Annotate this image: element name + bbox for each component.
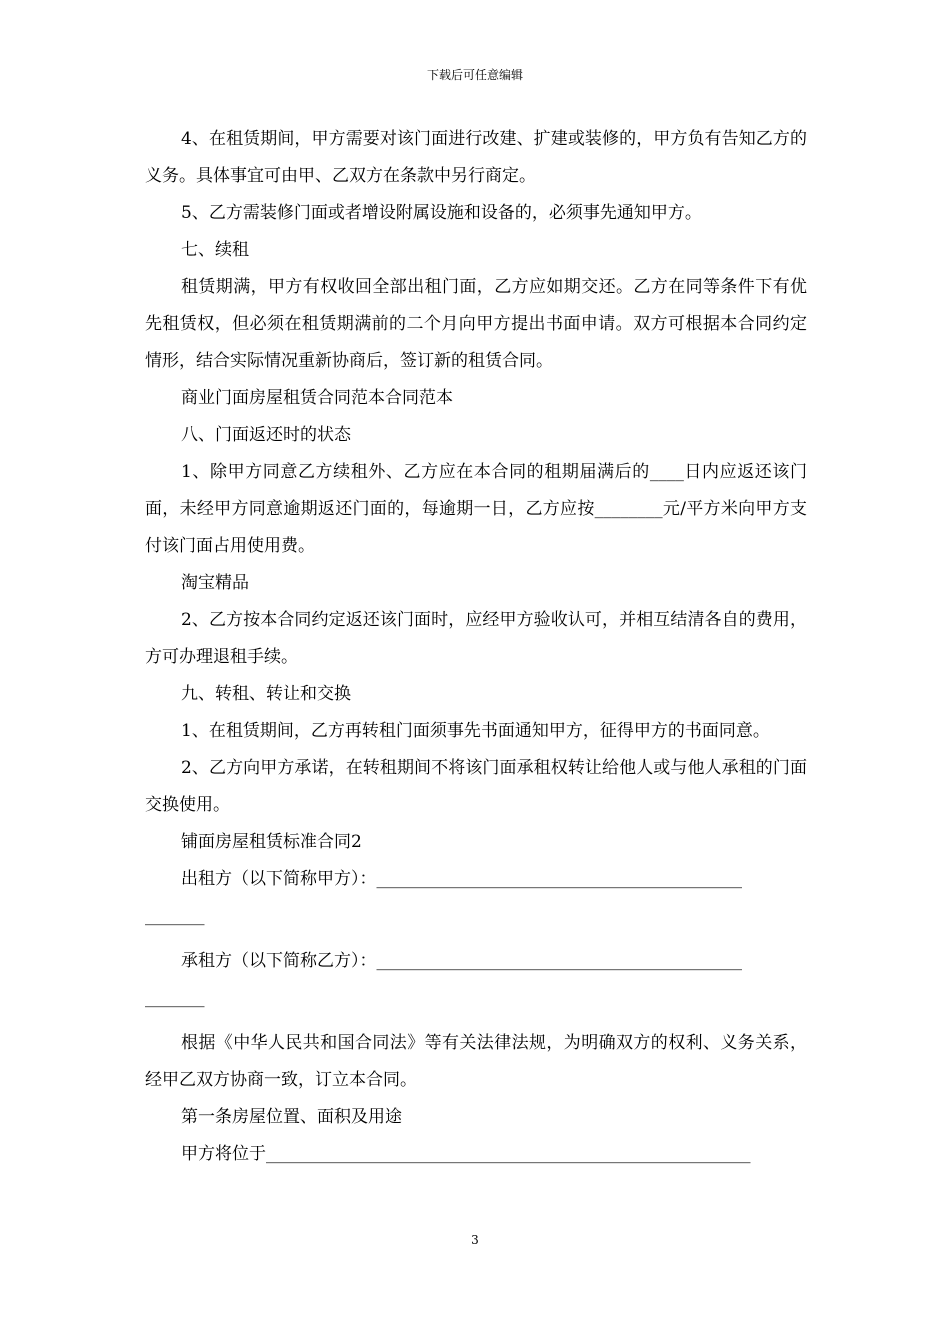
clause-4-renovation: 4、在租赁期间，甲方需要对该门面进行改建、扩建或装修的，甲方负有告知乙方的义务。具体事宜可由甲、乙双方在条款中另行商定。 (145, 129, 807, 186)
page-header: 下载后可任意编辑 (426, 68, 523, 82)
page-number: 3 (471, 1233, 479, 1247)
template-title-line: 商业门面房屋租赁合同范本合同范本 (181, 388, 453, 408)
spacer (145, 1017, 807, 1025)
section-9-heading: 九、转租、转让和交换 (181, 684, 351, 704)
document-body (145, 121, 807, 1173)
contract-2-preamble: 根据《中华人民共和国合同法》等有关法律法规，为明确双方的权利、义务关系，经甲乙双方协商一致，订立本合同。 (145, 1033, 807, 1090)
clause-5-decoration: 5、乙方需装修门面或者增设附属设施和设备的，必须事先通知甲方。 (181, 203, 702, 223)
section-7-renewal-text: 租赁期满，甲方有权收回全部出租门面，乙方应如期交还。乙方在同等条件下有优先租赁权，但必须在租赁期满前的二个月向甲方提出书面申请。双方可根据本合同约定情形，结合实际情况重新协商后，签订新的租赁合同。 (145, 277, 807, 371)
watermark-text-line: 淘宝精品 (181, 573, 249, 593)
section-9-clause-1: 1、在租赁期间，乙方再转租门面须事先书面通知甲方，征得甲方的书面同意。 (181, 721, 770, 741)
lessor-field-line: 出租方（以下简称甲方）：___________________________________________ (181, 869, 742, 889)
location-field-line: 甲方将位于_________________________________________________________ (181, 1144, 751, 1164)
section-8-clause-1: 1、除甲方同意乙方续租外、乙方应在本合同的租期届满后的____日内应返还该门面，未经甲方同意逾期返还门面的，每逾期一日，乙方应按________元/平方米向甲方支付该门面占用使用费。 (145, 462, 807, 556)
lessee-field-tail: _______ (145, 988, 205, 1008)
lessor-field-tail: _______ (145, 906, 205, 926)
section-8-heading: 八、门面返还时的状态 (181, 425, 351, 445)
section-9-clause-2: 2、乙方向甲方承诺，在转租期间不将该门面承租权转让给他人或与他人承租的门面交换使用。 (145, 758, 807, 815)
contract-2-title: 铺面房屋租赁标准合同2 (181, 832, 362, 852)
lessee-field-line: 承租方（以下简称乙方）：___________________________________________ (181, 951, 742, 971)
section-7-heading: 七、续租 (181, 240, 249, 260)
spacer (145, 935, 807, 943)
section-8-clause-2: 2、乙方按本合同约定返还该门面时，应经甲方验收认可，并相互结清各自的费用，方可办理退租手续。 (145, 610, 807, 667)
article-1-heading: 第一条房屋位置、面积及用途 (181, 1107, 402, 1127)
